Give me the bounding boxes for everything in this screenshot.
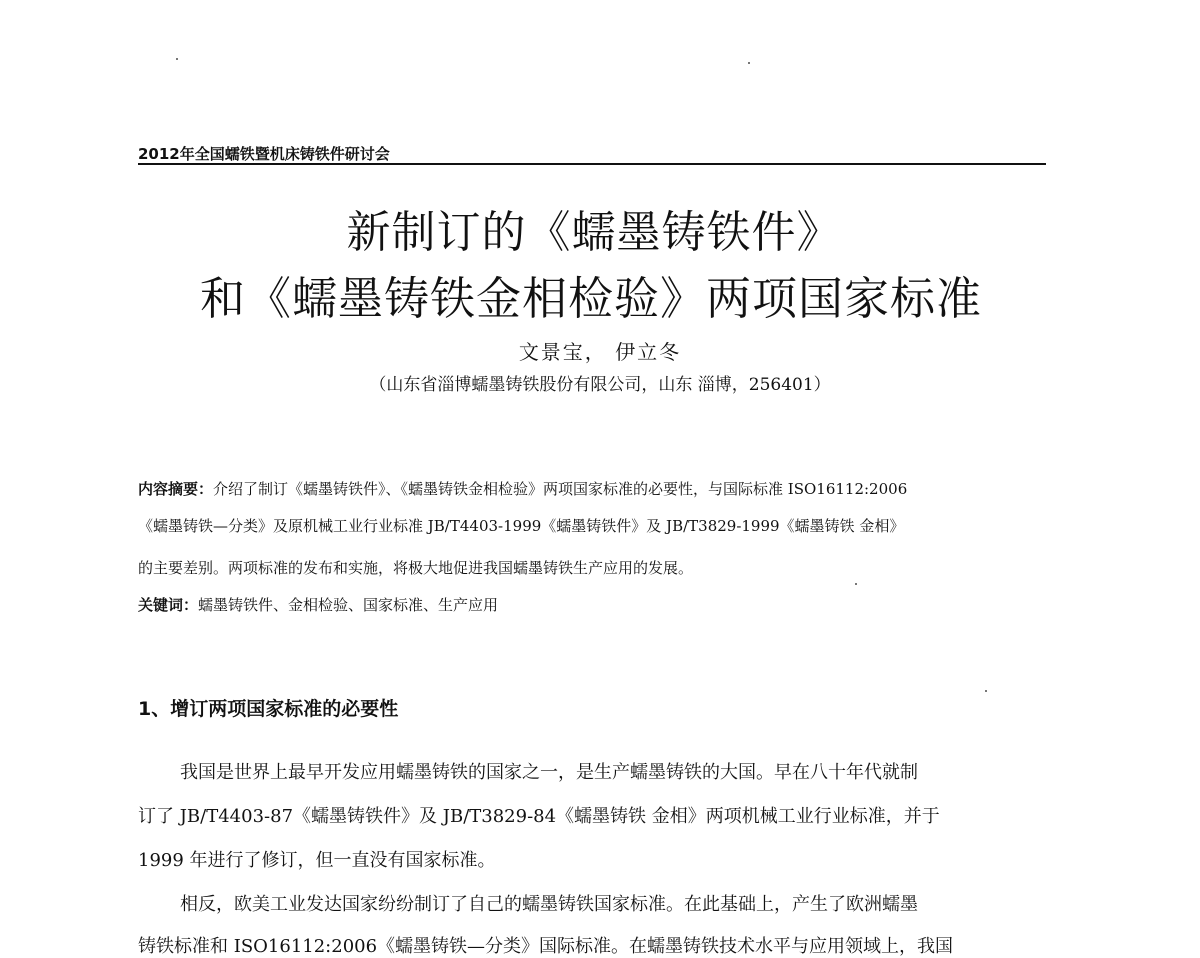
scan-speck: [748, 62, 750, 64]
abstract-line-2: 《蠕墨铸铁—分类》及原机械工业行业标准 JB/T4403-1999《蠕墨铸铁件》及 JB/T3829-1999《蠕墨铸铁 金相》: [138, 517, 905, 535]
abstract-line-3: 的主要差别。两项标准的发布和实施，将极大地促进我国蠕墨铸铁生产应用的发展。: [138, 559, 694, 577]
abstract-label: 内容摘要：: [138, 480, 214, 498]
running-header: 2012年全国蠕铁暨机床铸铁件研讨会: [138, 145, 390, 163]
title-line-1: 新制订的《蠕墨铸铁件》: [346, 207, 842, 258]
authors: 文景宝， 伊立冬: [518, 340, 682, 364]
abstract-line-1: [138, 478, 1048, 500]
paragraph-line: 1999 年进行了修订，但一直没有国家标准。: [138, 850, 496, 871]
scan-speck: [855, 583, 857, 585]
paragraph-line: 我国是世界上最早开发应用蠕墨铸铁的国家之一，是生产蠕墨铸铁的大国。早在八十年代就制: [180, 762, 918, 783]
paragraph-line: 相反，欧美工业发达国家纷纷制订了自己的蠕墨铸铁国家标准。在此基础上，产生了欧洲蠕墨: [180, 894, 918, 915]
affiliation: （山东省淄博蠕墨铸铁股份有限公司，山东 淄博，256401）: [369, 375, 831, 395]
header-rule: [138, 163, 1046, 165]
keywords-text: 蠕墨铸铁件、金相检验、国家标准、生产应用: [198, 596, 499, 614]
section-heading: 1、增订两项国家标准的必要性: [138, 698, 399, 720]
keywords-line: [138, 594, 1048, 616]
title-line-2: 和《蠕墨铸铁金相检验》两项国家标准: [199, 272, 982, 325]
scan-speck: [985, 690, 987, 692]
paragraph-line: 订了 JB/T4403-87《蠕墨铸铁件》及 JB/T3829-84《蠕墨铸铁 金相》两项机械工业行业标准，并于: [138, 806, 940, 827]
scan-speck: [176, 58, 178, 60]
paragraph-line: 铸铁标准和 ISO16112:2006《蠕墨铸铁—分类》国际标准。在蠕墨铸铁技术水平与应用领域上，我国: [138, 936, 954, 957]
keywords-label: 关键词：: [138, 596, 199, 614]
abstract-text-1: 介绍了制订《蠕墨铸铁件》、《蠕墨铸铁金相检验》两项国家标准的必要性，与国际标准 ISO16112:2006: [213, 480, 908, 498]
